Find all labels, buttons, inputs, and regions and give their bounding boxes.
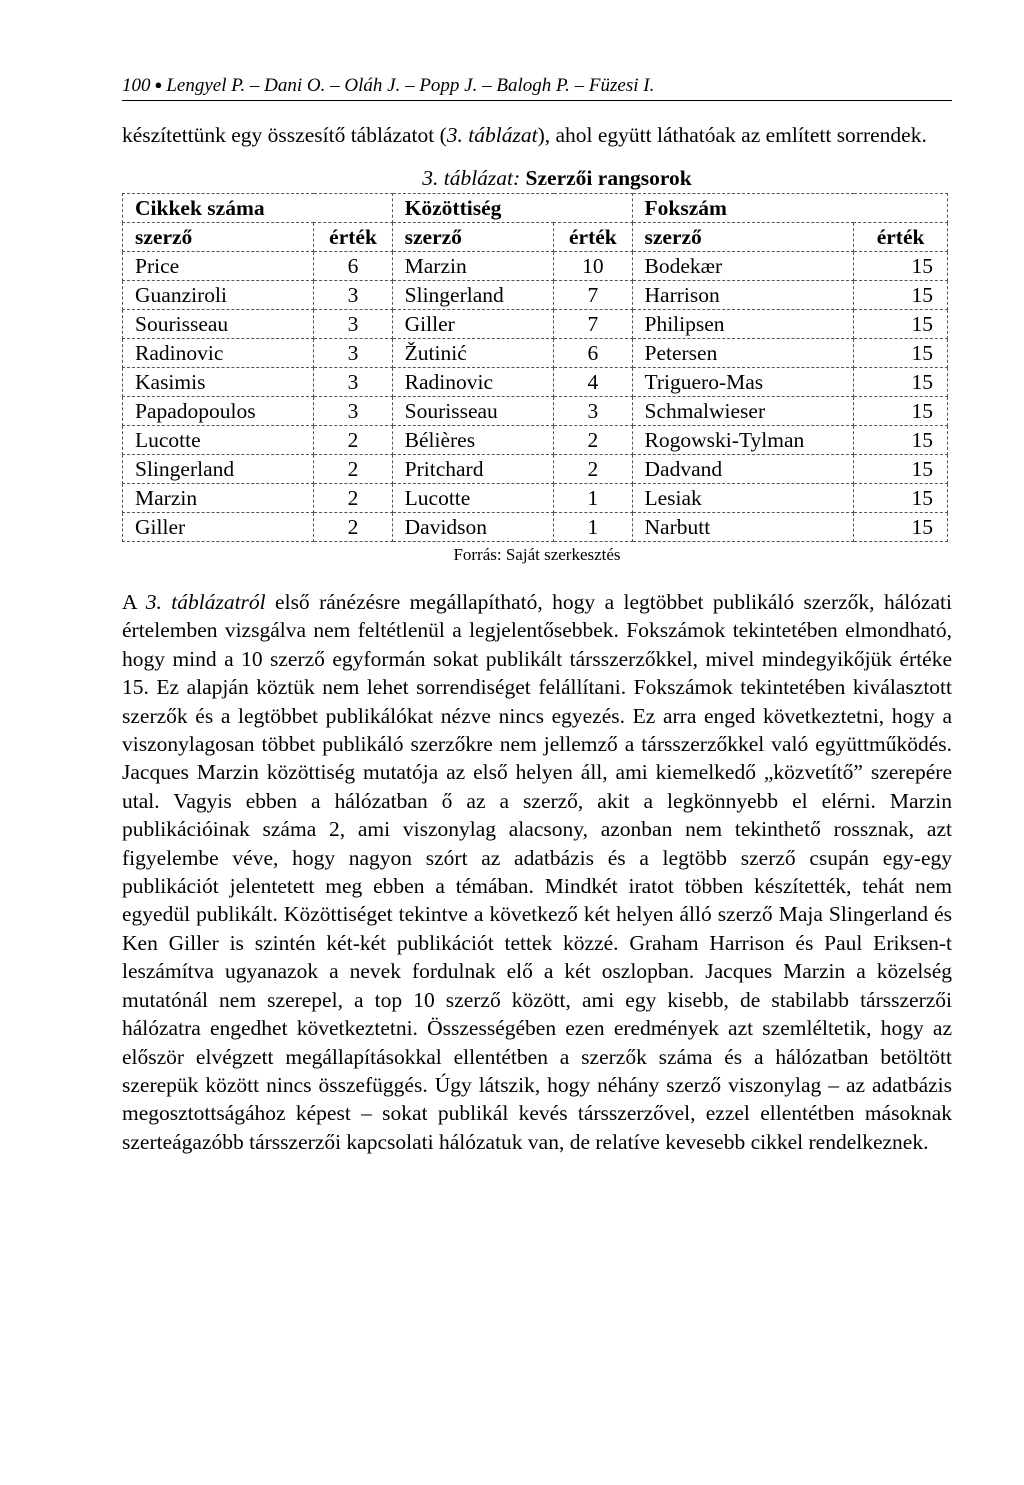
body-text: első ránézésre megállapítható, hogy a legtöbbet publikáló szerzők, hálózati értelemben vizsgálva nem feltétlenül a legjelentősebbek. Fokszámok tekintetében elmondható, hogy mind a 10 szerző egyformán sokat publikált társszerzőkkel, mivel mindegyikőjük értéke 15. Ez alapján köztük nem lehet sorrendiséget felállítani. Fokszámok tekintetében kiválasztott szerzők és a legtöbbet publikálókat nézve nincs egyezés. Ez arra enged következtetni, hogy a viszonylagosan többet publikáló szerzőkre nem jellemző a társszerzőkkel való együttműködés. Jacques Marzin közöttiség mutatója az első helyen áll, ami kiemelkedő „közvetítő” szerepére utal. Vagyis ebben a hálózatban ő az a szerző, akit a legkönnyebb el elérni. Marzin publikációinak száma 2, ami viszonylag alacsony, azonban nem tekinthető rossznak, azt figyelembe véve, hogy nagyon szórt az adatbázis és a legtöbb szerző csupán egy-egy publikációt jelentetett meg ebben a témában. Mindkét iratot többen készítették, tehát nem egyedül publikált. Közöttiséget tekintve a következő két helyen álló szerző Maja Slingerland és Ken Giller is szintén két-két publikációt tettek közzé. Graham Harrison és Paul Eriksen-t leszámítva ugyanazok a nevek fordulnak elő a két oszlopban. Jacques Marzin a közelség mutatónál nem szerepel, a top 10 szerző között, ami egy kisebb, de stabilabb társszerzői hálózatra engedhet következtetni. Összességében ezen eredmények azt szemléltetik, hogy az először elvégzett megállapításokkal ellentétben a szerzők száma és a hálózatban betöltött szerepük között nincs összefüggés. Úgy látszik, hogy néhány szerző viszonylag – az adatbázis megosztottságához képest – sokat publikál kevés társszerzővel, ezzel ellentétben másoknak szerteágazóbb társszerzői kapcsolati hálózatuk van, de relatíve kevesebb cikkel rendelkeznek. — [122, 590, 952, 1154]
cell-article-author: Papadopoulos — [123, 397, 314, 426]
cell-degree-value: 15 — [854, 426, 948, 455]
cell-degree-author: Narbutt — [632, 513, 854, 542]
intro-text-after: ), ahol együtt láthatóak az említett sorrendek. — [537, 123, 927, 147]
intro-text-before: készítettünk egy összesítő táblázatot ( — [122, 123, 447, 147]
group-header-articles: Cikkek száma — [123, 194, 393, 223]
cell-betweenness-value: 6 — [554, 339, 632, 368]
table-row — [123, 397, 948, 426]
body-paragraph — [122, 588, 952, 1156]
body-lead: A — [122, 590, 146, 614]
cell-betweenness-value: 10 — [554, 252, 632, 281]
cell-degree-value: 15 — [854, 339, 948, 368]
subheader-author: szerző — [632, 223, 854, 252]
subheader-author: szerző — [123, 223, 314, 252]
cell-degree-value: 15 — [854, 310, 948, 339]
cell-betweenness-author: Sourisseau — [392, 397, 554, 426]
table-row — [123, 455, 948, 484]
cell-betweenness-author: Pritchard — [392, 455, 554, 484]
cell-article-count: 2 — [314, 426, 392, 455]
table-source: Forrás: Saját szerkesztés — [453, 545, 621, 564]
cell-article-author: Slingerland — [123, 455, 314, 484]
cell-article-count: 6 — [314, 252, 392, 281]
table-caption-number: 3. táblázat: — [422, 166, 521, 190]
header-authors: Lengyel P. – Dani O. – Oláh J. – Popp J. – Balogh P. – Füzesi I. — [166, 75, 655, 96]
cell-degree-author: Dadvand — [632, 455, 854, 484]
cell-betweenness-author: Slingerland — [392, 281, 554, 310]
cell-degree-author: Triguero-Mas — [632, 368, 854, 397]
cell-degree-value: 15 — [854, 513, 948, 542]
cell-article-count: 3 — [314, 339, 392, 368]
cell-degree-value: 15 — [854, 455, 948, 484]
cell-article-count: 3 — [314, 310, 392, 339]
cell-article-author: Giller — [123, 513, 314, 542]
cell-article-count: 2 — [314, 513, 392, 542]
table-row — [123, 368, 948, 397]
table-row — [123, 310, 948, 339]
table-row — [123, 281, 948, 310]
cell-article-author: Kasimis — [123, 368, 314, 397]
cell-article-author: Price — [123, 252, 314, 281]
cell-article-author: Guanziroli — [123, 281, 314, 310]
cell-betweenness-author: Bélières — [392, 426, 554, 455]
cell-degree-author: Schmalwieser — [632, 397, 854, 426]
table-row — [123, 513, 948, 542]
table-group-header-row — [123, 194, 948, 223]
group-header-degree: Fokszám — [632, 194, 948, 223]
cell-betweenness-value: 3 — [554, 397, 632, 426]
cell-betweenness-author: Radinovic — [392, 368, 554, 397]
table-row — [123, 484, 948, 513]
cell-degree-author: Lesiak — [632, 484, 854, 513]
cell-betweenness-value: 2 — [554, 426, 632, 455]
cell-degree-author: Petersen — [632, 339, 854, 368]
cell-degree-value: 15 — [854, 397, 948, 426]
cell-betweenness-author: Marzin — [392, 252, 554, 281]
table-caption-title: Szerzői rangsorok — [525, 166, 692, 190]
cell-betweenness-value: 7 — [554, 281, 632, 310]
cell-degree-value: 15 — [854, 252, 948, 281]
author-rank-table — [122, 193, 948, 542]
cell-degree-author: Harrison — [632, 281, 854, 310]
cell-article-count: 3 — [314, 368, 392, 397]
cell-article-count: 3 — [314, 281, 392, 310]
table-row — [123, 252, 948, 281]
cell-degree-author: Rogowski-Tylman — [632, 426, 854, 455]
bullet-icon: ● — [154, 77, 163, 92]
cell-degree-author: Bodekær — [632, 252, 854, 281]
intro-table-ref: 3. táblázat — [446, 123, 538, 147]
table-subheader-row — [123, 223, 948, 252]
group-header-betweenness: Közöttiség — [392, 194, 632, 223]
cell-article-count: 2 — [314, 484, 392, 513]
page-number: 100 — [122, 75, 151, 96]
subheader-value: érték — [854, 223, 948, 252]
cell-betweenness-author: Lucotte — [392, 484, 554, 513]
cell-betweenness-author: Giller — [392, 310, 554, 339]
table-caption — [122, 165, 952, 191]
cell-betweenness-author: Davidson — [392, 513, 554, 542]
body-table-ref: 3. táblázatról — [145, 590, 266, 614]
cell-article-author: Sourisseau — [123, 310, 314, 339]
subheader-value: érték — [314, 223, 392, 252]
table-body — [123, 252, 948, 542]
cell-article-count: 2 — [314, 455, 392, 484]
running-header — [122, 74, 952, 101]
intro-paragraph — [122, 121, 952, 149]
table-row — [123, 339, 948, 368]
cell-degree-value: 15 — [854, 368, 948, 397]
table-row — [123, 426, 948, 455]
cell-betweenness-value: 1 — [554, 484, 632, 513]
subheader-author: szerző — [392, 223, 554, 252]
cell-article-count: 3 — [314, 397, 392, 426]
cell-betweenness-value: 2 — [554, 455, 632, 484]
cell-betweenness-value: 1 — [554, 513, 632, 542]
cell-betweenness-author: Žutinić — [392, 339, 554, 368]
cell-article-author: Lucotte — [123, 426, 314, 455]
page — [122, 74, 952, 1156]
cell-degree-author: Philipsen — [632, 310, 854, 339]
cell-article-author: Radinovic — [123, 339, 314, 368]
cell-betweenness-value: 4 — [554, 368, 632, 397]
cell-article-author: Marzin — [123, 484, 314, 513]
cell-betweenness-value: 7 — [554, 310, 632, 339]
cell-degree-value: 15 — [854, 281, 948, 310]
cell-degree-value: 15 — [854, 484, 948, 513]
subheader-value: érték — [554, 223, 632, 252]
